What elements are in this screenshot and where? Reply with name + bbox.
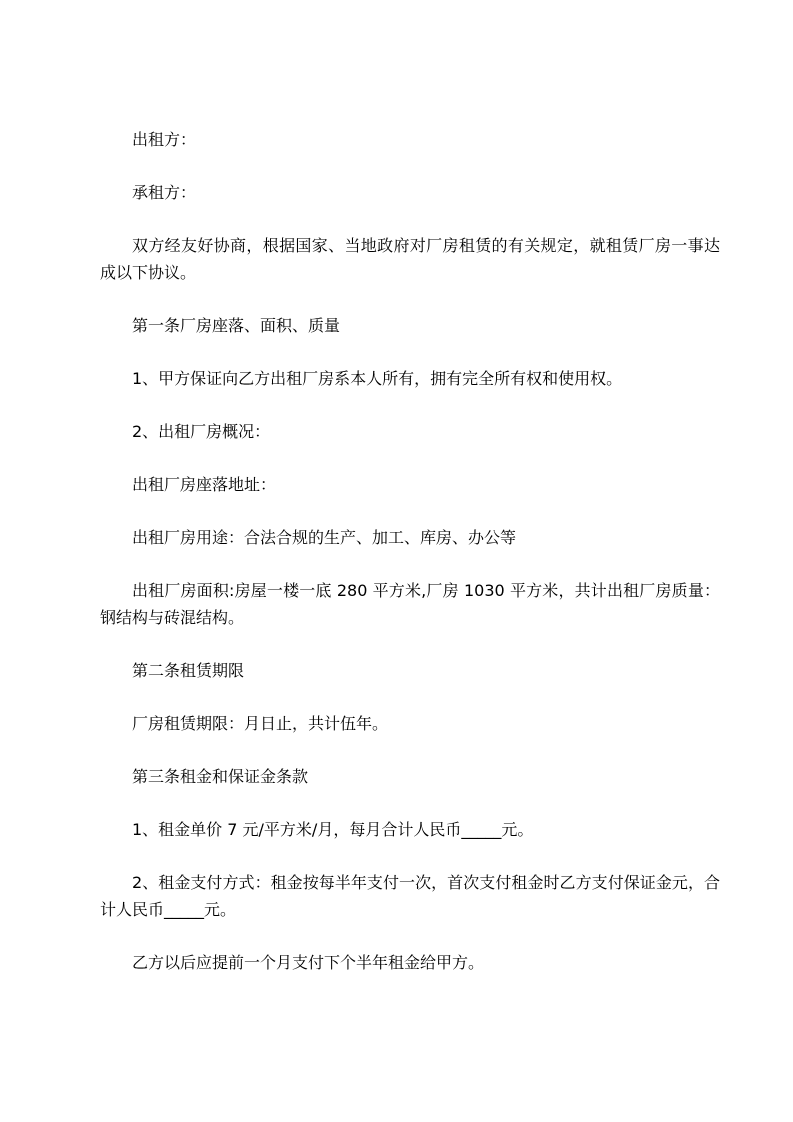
clause-1-heading: 第一条厂房座落、面积、质量 xyxy=(132,316,341,335)
lease-term-line: 厂房租赁期限：月日止，共计伍年。 xyxy=(132,714,389,733)
clause-1-item-1: 1、甲方保证向乙方出租厂房系本人所有，拥有完全所有权和使用权。 xyxy=(132,369,623,388)
premises-area-paragraph: 出租厂房面积:房屋一楼一底 280 平方米,厂房 1030 平方米，共计出租厂房质量：钢结构与砖混结构。 xyxy=(100,581,720,627)
clause-3-item-1: 1、租金单价 7 元/平方米/月，每月合计人民币_____元。 xyxy=(132,820,534,839)
payment-note-paragraph: 乙方以后应提前一个月支付下个半年租金给甲方。 xyxy=(132,953,485,972)
clause-3-heading: 第三条租金和保证金条款 xyxy=(132,767,309,786)
lessor-line: 出租方： xyxy=(132,130,197,149)
lessee-line: 承租方： xyxy=(132,183,197,202)
premises-address-line: 出租厂房座落地址： xyxy=(132,475,277,494)
clause-3-item-2: 2、租金支付方式：租金按每半年支付一次，首次支付租金时乙方支付保证金元，合计人民币_____元。 xyxy=(100,873,720,919)
preamble-paragraph: 双方经友好协商，根据国家、当地政府对厂房租赁的有关规定，就租赁厂房一事达成以下协议。 xyxy=(100,236,720,282)
clause-1-item-2: 2、出租厂房概况： xyxy=(132,422,271,441)
clause-2-heading: 第二条租赁期限 xyxy=(132,661,245,680)
premises-usage-line: 出租厂房用途：合法合规的生产、加工、库房、办公等 xyxy=(132,528,517,547)
